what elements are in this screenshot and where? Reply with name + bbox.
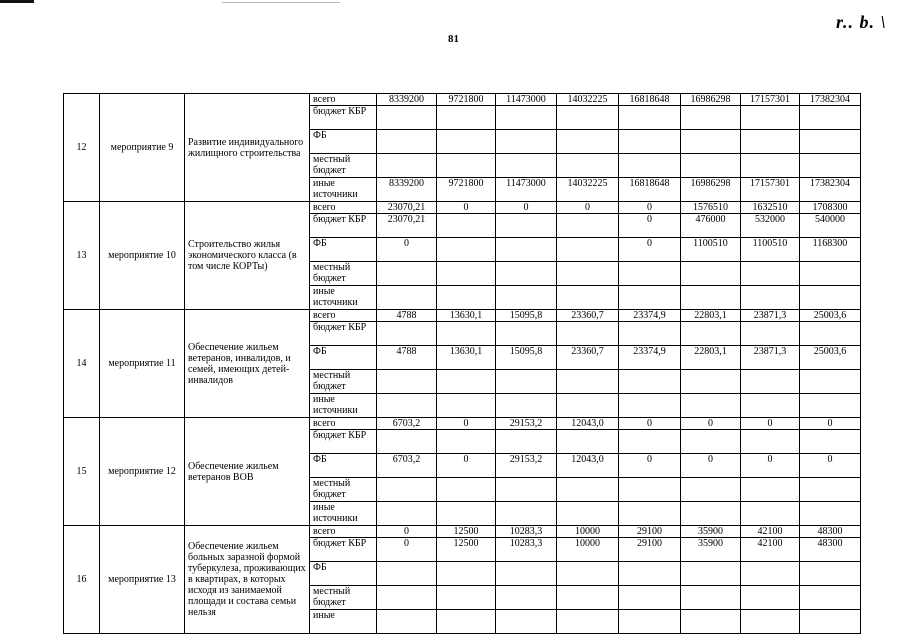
value-cell: 11473000: [496, 94, 557, 106]
value-cell: [741, 394, 800, 418]
funding-source: всего: [310, 526, 377, 538]
funding-source: иные источники: [310, 286, 377, 310]
value-cell: [741, 322, 800, 346]
value-cell: [377, 562, 437, 586]
value-cell: [619, 286, 681, 310]
measure-name: мероприятие 11: [100, 310, 185, 418]
value-cell: [741, 106, 800, 130]
value-cell: [437, 502, 496, 526]
value-cell: [377, 322, 437, 346]
value-cell: 11473000: [496, 178, 557, 202]
value-cell: [681, 154, 741, 178]
value-cell: 23360,7: [557, 346, 619, 370]
value-cell: [557, 106, 619, 130]
value-cell: [741, 502, 800, 526]
value-cell: 15095,8: [496, 346, 557, 370]
value-cell: 23871,3: [741, 346, 800, 370]
value-cell: [437, 322, 496, 346]
value-cell: [800, 586, 861, 610]
value-cell: [557, 262, 619, 286]
value-cell: [496, 322, 557, 346]
value-cell: [557, 322, 619, 346]
value-cell: [741, 586, 800, 610]
value-cell: [741, 286, 800, 310]
value-cell: [619, 106, 681, 130]
funding-source: иные источники: [310, 178, 377, 202]
value-cell: [496, 562, 557, 586]
value-cell: [496, 238, 557, 262]
value-cell: [437, 394, 496, 418]
scan-artifact-top-left: [0, 0, 34, 3]
table-row: [64, 526, 861, 538]
value-cell: 23374,9: [619, 346, 681, 370]
value-cell: 17382304: [800, 94, 861, 106]
value-cell: 16986298: [681, 178, 741, 202]
value-cell: [619, 394, 681, 418]
value-cell: 0: [437, 202, 496, 214]
value-cell: 0: [619, 202, 681, 214]
value-cell: [496, 214, 557, 238]
value-cell: [496, 262, 557, 286]
value-cell: [437, 130, 496, 154]
value-cell: [496, 154, 557, 178]
value-cell: 12043,0: [557, 454, 619, 478]
value-cell: 23070,21: [377, 202, 437, 214]
value-cell: [741, 370, 800, 394]
value-cell: [619, 322, 681, 346]
funding-source: всего: [310, 202, 377, 214]
value-cell: 1168300: [800, 238, 861, 262]
value-cell: [437, 286, 496, 310]
funding-source: бюджет КБР: [310, 322, 377, 346]
value-cell: 14032225: [557, 178, 619, 202]
value-cell: [681, 586, 741, 610]
funding-source: иные источники: [310, 502, 377, 526]
value-cell: [557, 478, 619, 502]
value-cell: 1576510: [681, 202, 741, 214]
table-row: [64, 202, 861, 214]
funding-table: [63, 93, 861, 634]
value-cell: [557, 430, 619, 454]
value-cell: [377, 478, 437, 502]
value-cell: 17157301: [741, 178, 800, 202]
value-cell: [377, 106, 437, 130]
value-cell: [800, 478, 861, 502]
funding-source: местный бюджет: [310, 586, 377, 610]
value-cell: [800, 610, 861, 634]
value-cell: [681, 286, 741, 310]
funding-source: ФБ: [310, 130, 377, 154]
funding-source: бюджет КБР: [310, 538, 377, 562]
value-cell: [557, 130, 619, 154]
value-cell: [619, 562, 681, 586]
value-cell: [619, 430, 681, 454]
funding-source: ФБ: [310, 238, 377, 262]
value-cell: 15095,8: [496, 310, 557, 322]
value-cell: 9721800: [437, 178, 496, 202]
value-cell: 0: [741, 418, 800, 430]
funding-source: местный бюджет: [310, 478, 377, 502]
value-cell: [496, 130, 557, 154]
value-cell: [681, 502, 741, 526]
value-cell: [437, 478, 496, 502]
value-cell: [377, 262, 437, 286]
value-cell: [619, 502, 681, 526]
value-cell: [437, 370, 496, 394]
value-cell: [496, 370, 557, 394]
value-cell: [619, 130, 681, 154]
funding-source: иные источники: [310, 394, 377, 418]
value-cell: 17157301: [741, 94, 800, 106]
value-cell: [496, 478, 557, 502]
value-cell: 0: [557, 202, 619, 214]
page-number: 81: [448, 33, 459, 45]
value-cell: [557, 502, 619, 526]
value-cell: [377, 394, 437, 418]
value-cell: 16818648: [619, 178, 681, 202]
value-cell: [741, 262, 800, 286]
value-cell: 540000: [800, 214, 861, 238]
table-row: [64, 310, 861, 322]
value-cell: 17382304: [800, 178, 861, 202]
measure-description: Строительство жилья экономического класса (в том числе КОРТы): [185, 202, 310, 310]
value-cell: 12043,0: [557, 418, 619, 430]
value-cell: [681, 610, 741, 634]
value-cell: 9721800: [437, 94, 496, 106]
measure-description: Развитие индивидуального жилищного строительства: [185, 94, 310, 202]
measure-description: Обеспечение жильем ветеранов, инвалидов, и семей, имеющих детей-инвалидов: [185, 310, 310, 418]
value-cell: [437, 106, 496, 130]
value-cell: [619, 262, 681, 286]
value-cell: 8339200: [377, 178, 437, 202]
value-cell: [557, 238, 619, 262]
value-cell: 1632510: [741, 202, 800, 214]
value-cell: [496, 394, 557, 418]
value-cell: [681, 394, 741, 418]
value-cell: [800, 370, 861, 394]
value-cell: [377, 610, 437, 634]
value-cell: [557, 214, 619, 238]
value-cell: 1100510: [741, 238, 800, 262]
value-cell: 16818648: [619, 94, 681, 106]
value-cell: [741, 610, 800, 634]
value-cell: 23871,3: [741, 310, 800, 322]
value-cell: [496, 106, 557, 130]
value-cell: 0: [437, 418, 496, 430]
value-cell: 4788: [377, 310, 437, 322]
value-cell: 29100: [619, 538, 681, 562]
value-cell: [741, 562, 800, 586]
value-cell: 0: [377, 526, 437, 538]
value-cell: [557, 370, 619, 394]
value-cell: [619, 478, 681, 502]
value-cell: 0: [681, 454, 741, 478]
value-cell: 0: [800, 418, 861, 430]
value-cell: [437, 262, 496, 286]
value-cell: 42100: [741, 526, 800, 538]
value-cell: 8339200: [377, 94, 437, 106]
funding-source: бюджет КБР: [310, 106, 377, 130]
value-cell: [741, 430, 800, 454]
value-cell: 35900: [681, 538, 741, 562]
value-cell: [681, 106, 741, 130]
value-cell: [437, 610, 496, 634]
value-cell: [681, 322, 741, 346]
value-cell: 35900: [681, 526, 741, 538]
value-cell: [557, 154, 619, 178]
value-cell: [377, 370, 437, 394]
value-cell: 13630,1: [437, 310, 496, 322]
row-number: 15: [64, 418, 100, 526]
row-number: 14: [64, 310, 100, 418]
value-cell: 6703,2: [377, 418, 437, 430]
value-cell: [741, 130, 800, 154]
value-cell: 23374,9: [619, 310, 681, 322]
measure-name: мероприятие 12: [100, 418, 185, 526]
funding-source: ФБ: [310, 562, 377, 586]
value-cell: [681, 430, 741, 454]
value-cell: 13630,1: [437, 346, 496, 370]
value-cell: 1100510: [681, 238, 741, 262]
value-cell: [557, 586, 619, 610]
measure-name: мероприятие 10: [100, 202, 185, 310]
value-cell: 10283,3: [496, 526, 557, 538]
value-cell: [681, 262, 741, 286]
value-cell: [437, 154, 496, 178]
value-cell: 0: [377, 538, 437, 562]
value-cell: 12500: [437, 538, 496, 562]
value-cell: [437, 214, 496, 238]
value-cell: [377, 154, 437, 178]
scan-artifact-top-line: [222, 2, 340, 3]
value-cell: [800, 154, 861, 178]
funding-source: всего: [310, 418, 377, 430]
value-cell: [619, 154, 681, 178]
value-cell: [437, 586, 496, 610]
value-cell: 22803,1: [681, 310, 741, 322]
funding-source: иные: [310, 610, 377, 634]
value-cell: [681, 130, 741, 154]
value-cell: 29100: [619, 526, 681, 538]
measure-description: Обеспечение жильем больных заразной формой туберкулеза, проживающих в квартирах, в которых исходя из занимаемой площади и состава семьи нельзя: [185, 526, 310, 634]
value-cell: 10000: [557, 526, 619, 538]
value-cell: 0: [681, 418, 741, 430]
funding-source: ФБ: [310, 346, 377, 370]
value-cell: [800, 502, 861, 526]
table-row: [64, 94, 861, 106]
value-cell: [557, 610, 619, 634]
value-cell: 22803,1: [681, 346, 741, 370]
value-cell: [377, 586, 437, 610]
value-cell: 476000: [681, 214, 741, 238]
value-cell: [741, 478, 800, 502]
value-cell: 48300: [800, 538, 861, 562]
funding-source: местный бюджет: [310, 262, 377, 286]
table-body: [64, 94, 861, 634]
value-cell: 10000: [557, 538, 619, 562]
value-cell: 25003,6: [800, 310, 861, 322]
value-cell: 16986298: [681, 94, 741, 106]
row-number: 13: [64, 202, 100, 310]
table-row: [64, 418, 861, 430]
value-cell: [800, 322, 861, 346]
value-cell: 14032225: [557, 94, 619, 106]
value-cell: [681, 370, 741, 394]
value-cell: 0: [437, 454, 496, 478]
value-cell: [557, 562, 619, 586]
value-cell: [496, 502, 557, 526]
funding-source: местный бюджет: [310, 154, 377, 178]
value-cell: [496, 610, 557, 634]
row-number: 16: [64, 526, 100, 634]
funding-source: ФБ: [310, 454, 377, 478]
handwritten-note: r.. b. \: [836, 12, 887, 32]
value-cell: [619, 610, 681, 634]
measure-description: Обеспечение жильем ветеранов ВОВ: [185, 418, 310, 526]
measure-name: мероприятие 9: [100, 94, 185, 202]
value-cell: 0: [619, 418, 681, 430]
value-cell: [741, 154, 800, 178]
value-cell: [800, 106, 861, 130]
value-cell: [377, 286, 437, 310]
value-cell: 0: [377, 238, 437, 262]
row-number: 12: [64, 94, 100, 202]
funding-source: бюджет КБР: [310, 214, 377, 238]
value-cell: [437, 238, 496, 262]
value-cell: 23070,21: [377, 214, 437, 238]
value-cell: 12500: [437, 526, 496, 538]
value-cell: [800, 562, 861, 586]
value-cell: [800, 130, 861, 154]
value-cell: 532000: [741, 214, 800, 238]
value-cell: 6703,2: [377, 454, 437, 478]
value-cell: 0: [496, 202, 557, 214]
value-cell: [800, 262, 861, 286]
value-cell: [496, 430, 557, 454]
value-cell: 0: [619, 238, 681, 262]
value-cell: 0: [741, 454, 800, 478]
value-cell: [437, 430, 496, 454]
value-cell: 0: [800, 454, 861, 478]
funding-source: местный бюджет: [310, 370, 377, 394]
measure-name: мероприятие 13: [100, 526, 185, 634]
value-cell: 0: [619, 454, 681, 478]
value-cell: [619, 586, 681, 610]
value-cell: 0: [619, 214, 681, 238]
value-cell: [377, 502, 437, 526]
value-cell: 29153,2: [496, 454, 557, 478]
value-cell: 25003,6: [800, 346, 861, 370]
value-cell: 10283,3: [496, 538, 557, 562]
funding-source: бюджет КБР: [310, 430, 377, 454]
funding-source: всего: [310, 94, 377, 106]
value-cell: [377, 430, 437, 454]
value-cell: 1708300: [800, 202, 861, 214]
value-cell: [800, 430, 861, 454]
value-cell: [800, 394, 861, 418]
value-cell: [681, 478, 741, 502]
funding-source: всего: [310, 310, 377, 322]
value-cell: 29153,2: [496, 418, 557, 430]
value-cell: [619, 370, 681, 394]
value-cell: 4788: [377, 346, 437, 370]
value-cell: 23360,7: [557, 310, 619, 322]
value-cell: [681, 562, 741, 586]
value-cell: 48300: [800, 526, 861, 538]
value-cell: [496, 286, 557, 310]
value-cell: [377, 130, 437, 154]
value-cell: [437, 562, 496, 586]
value-cell: [557, 394, 619, 418]
value-cell: 42100: [741, 538, 800, 562]
value-cell: [800, 286, 861, 310]
value-cell: [496, 586, 557, 610]
value-cell: [557, 286, 619, 310]
